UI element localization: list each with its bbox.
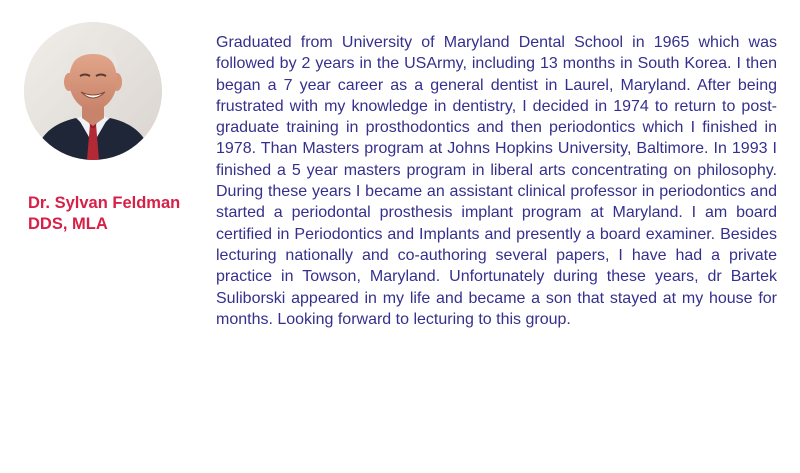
portrait-illustration: [24, 22, 162, 160]
portrait-photo: [24, 22, 162, 160]
speaker-name: [28, 193, 208, 235]
speaker-name-line: Dr. Sylvan Feldman: [28, 194, 181, 212]
speaker-bio: Graduated from University of Maryland Dental School in 1965 which was followed by 2 years in the USArmy, including 13 months in South Korea. I then began a 7 year career as a general dentist in Laurel, Maryland. After being frustrated with my knowledge in dentistry, I decided in 1974 to return to post-graduate training in prosthodontics and then periodontics which I finished in 1978. Than Masters program at Johns Hopkins University, Baltimore. In 1993 I finished a 5 year masters program in liberal arts concentrating on philosophy. During these years I became an assistant clinical professor in periodontics and started a periodontal prosthesis implant program at Maryland. I am board certified in Periodontics and Implants and presently a board examiner. Besides lecturing nationally and co-authoring several papers, I have had a private practice in Towson, Maryland. Unfortunately during these years, dr Bartek Suliborski appeared in my life and became a son that stayed at my house for months. Looking forward to lecturing to this group.: [216, 34, 777, 328]
speaker-credentials: DDS, MLA: [28, 215, 108, 233]
